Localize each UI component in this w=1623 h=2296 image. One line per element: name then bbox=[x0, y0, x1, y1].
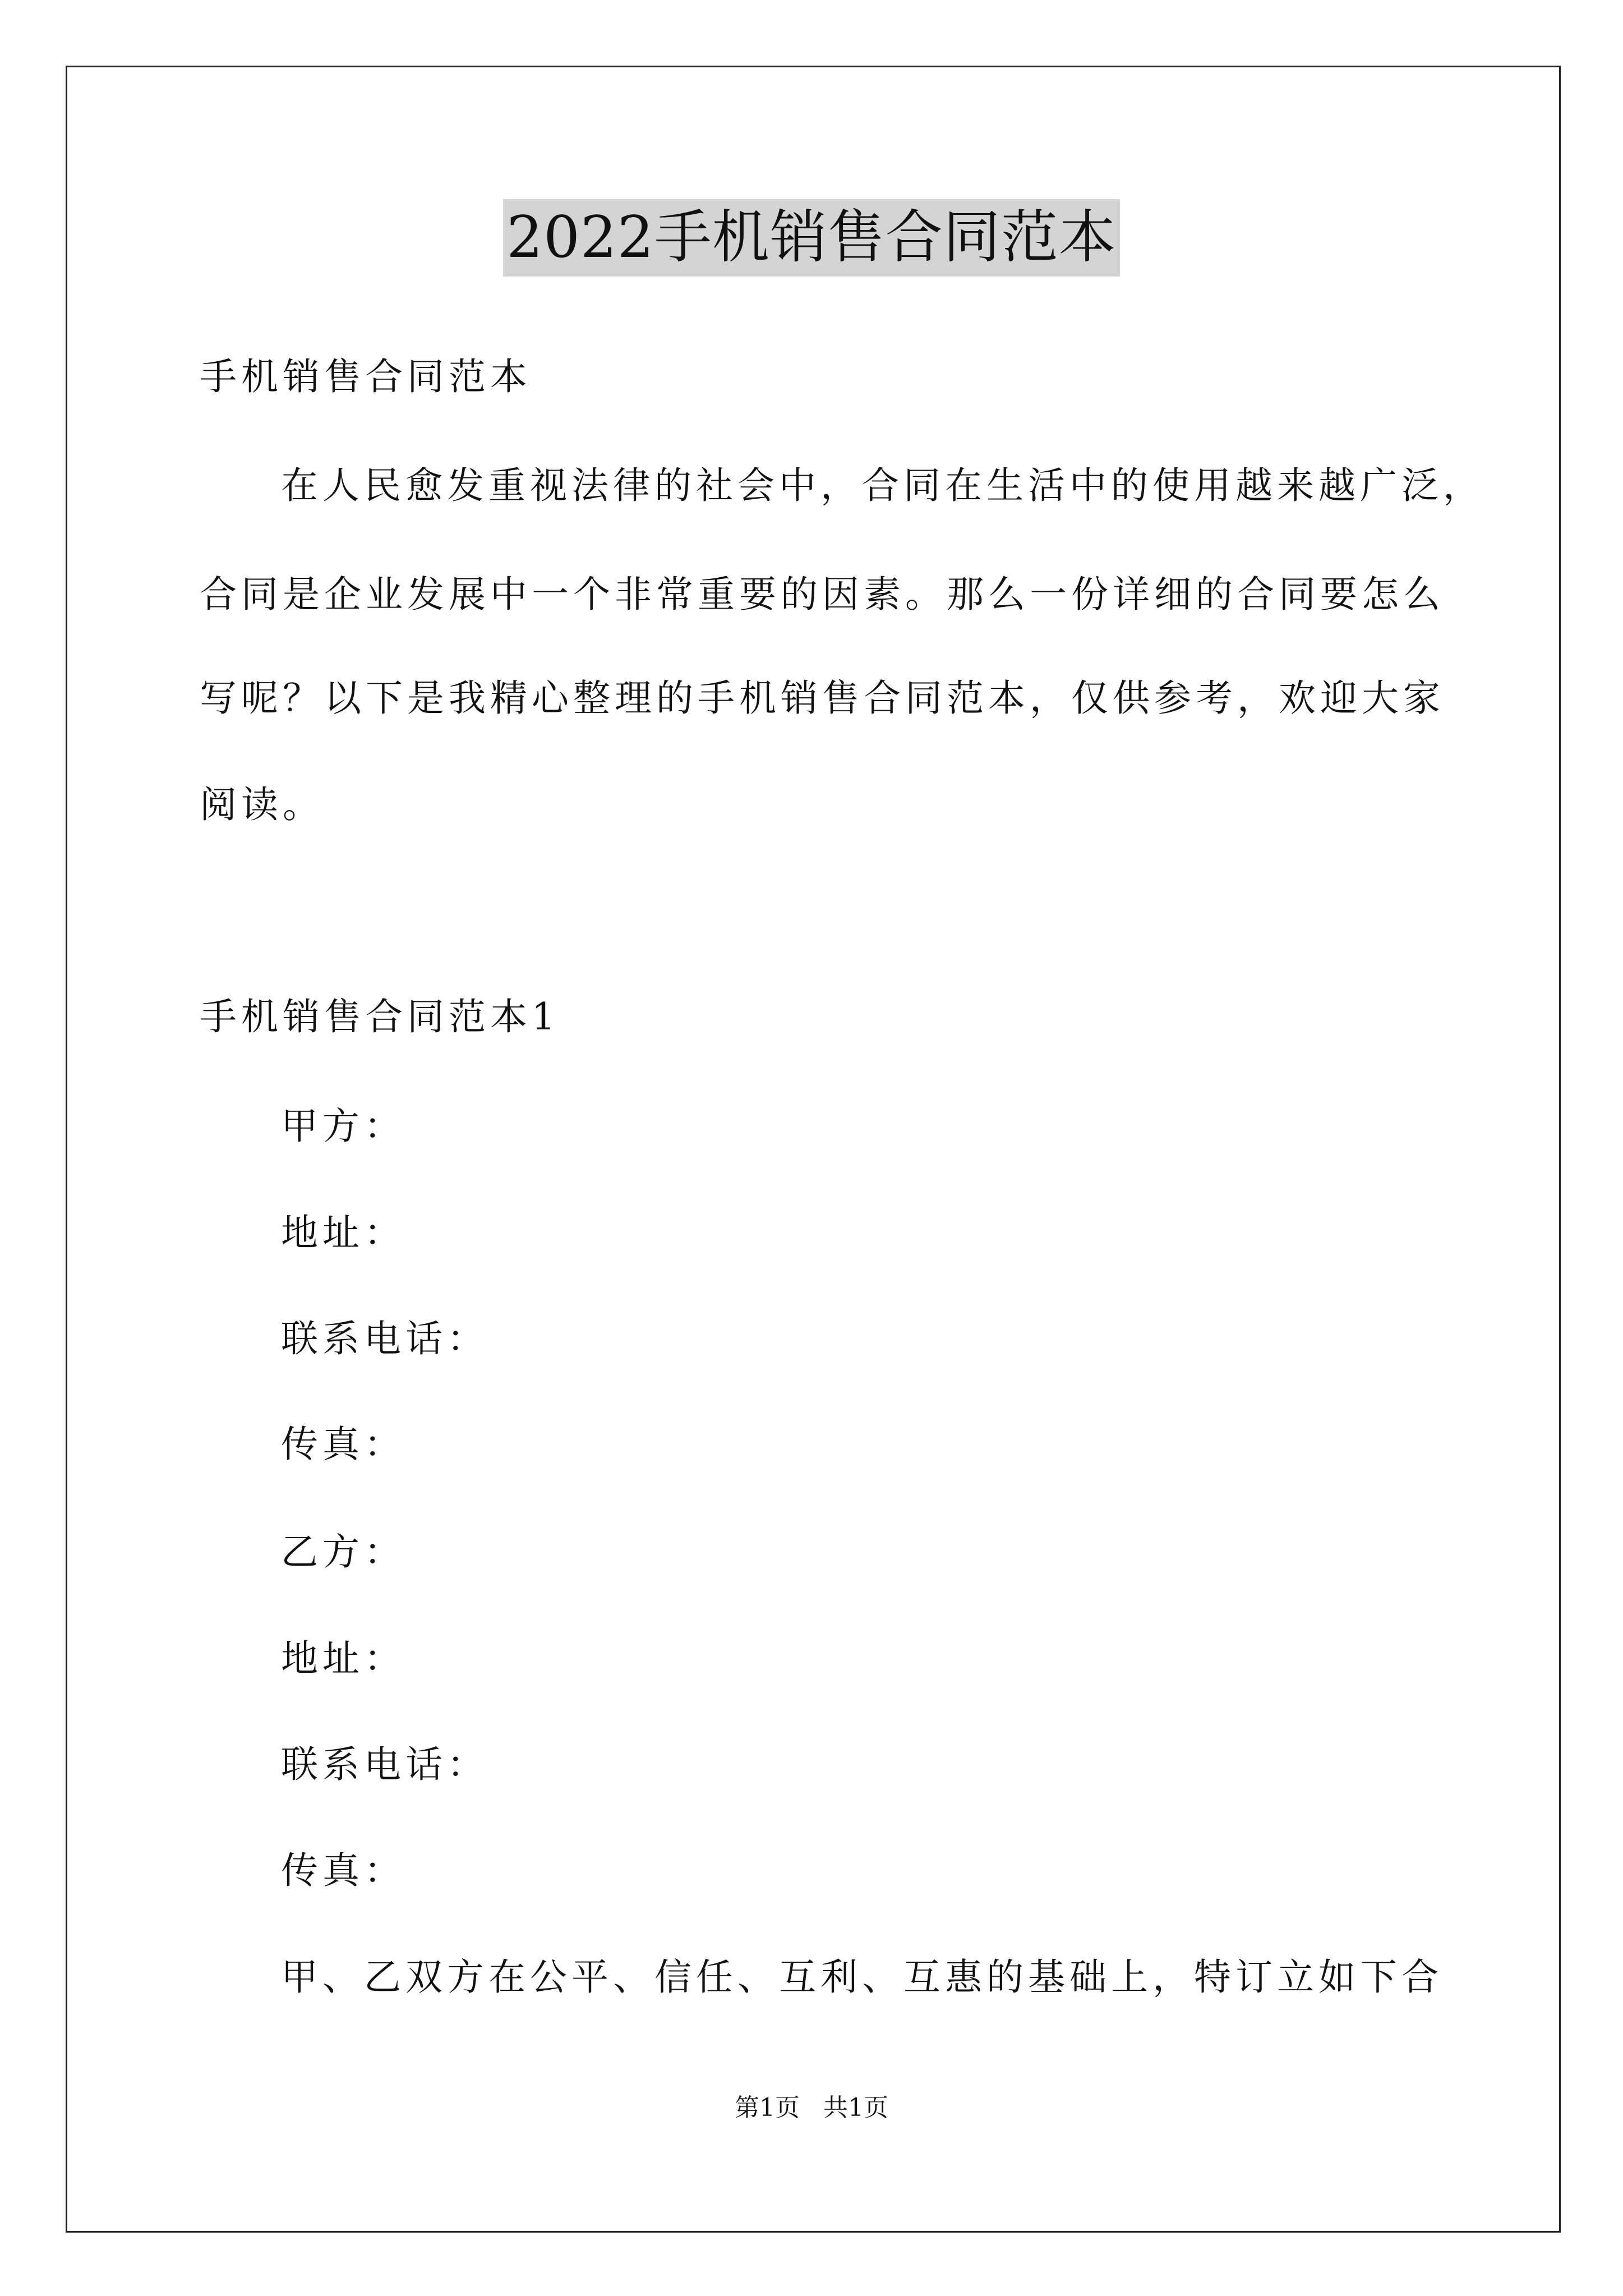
party-b-label: 乙方： bbox=[281, 1530, 405, 1573]
party-b-address: 地址： bbox=[281, 1637, 405, 1680]
party-b-phone: 联系电话： bbox=[281, 1743, 488, 1786]
section-heading: 手机销售合同范本1 bbox=[200, 995, 560, 1038]
party-a-phone: 联系电话： bbox=[281, 1317, 488, 1360]
intro-line-1: 在人民愈发重视法律的社会中，合同在生活中的使用越来越广泛， bbox=[281, 464, 1484, 507]
party-a-fax: 传真： bbox=[281, 1423, 405, 1466]
intro-line-2: 合同是企业发展中一个非常重要的因素。那么一份详细的合同要怎么 bbox=[200, 573, 1445, 616]
intro-line-3: 写呢？以下是我精心整理的手机销售合同范本，仅供参考，欢迎大家 bbox=[200, 677, 1445, 720]
party-a-label: 甲方： bbox=[281, 1105, 405, 1148]
party-b-fax: 传真： bbox=[281, 1849, 405, 1892]
title-container bbox=[0, 199, 1623, 277]
agreement-line: 甲、乙双方在公平、信任、互利、互惠的基础上，特订立如下合 bbox=[281, 1955, 1443, 1999]
document-title: 2022手机销售合同范本 bbox=[503, 199, 1120, 277]
intro-line-4: 阅读。 bbox=[200, 783, 324, 826]
page-footer: 第1页 共1页 bbox=[735, 2093, 888, 2122]
subtitle: 手机销售合同范本 bbox=[200, 355, 532, 398]
party-a-address: 地址： bbox=[281, 1211, 405, 1254]
